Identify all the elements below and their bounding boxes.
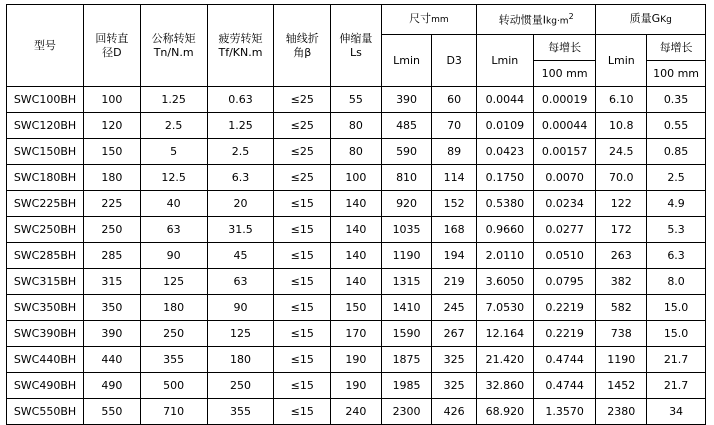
- header-group-mass-unit: Kg: [660, 15, 672, 26]
- cell-extension: 190: [331, 347, 382, 373]
- cell-mass-lmin: 1452: [596, 373, 647, 399]
- header-group-inertia: [476, 5, 596, 35]
- specification-table: [6, 4, 706, 425]
- header-nominal-torque-line2: Tn/N.m: [153, 45, 194, 59]
- cell-nominal-torque: 500: [140, 373, 207, 399]
- cell-extension: 170: [331, 321, 382, 347]
- cell-size-d3: 70: [432, 113, 477, 139]
- cell-angle: ≤15: [274, 399, 331, 425]
- header-fatigue-torque-line1: 疲劳转矩: [218, 31, 263, 45]
- cell-extension: 80: [331, 139, 382, 165]
- cell-size-lmin: 1190: [381, 243, 432, 269]
- cell-mass-lmin: 382: [596, 269, 647, 295]
- cell-mass-increment: 2.5: [647, 165, 706, 191]
- cell-fatigue-torque: 31.5: [207, 217, 274, 243]
- cell-inertia-lmin: 0.5380: [476, 191, 533, 217]
- cell-mass-increment: 0.35: [647, 87, 706, 113]
- cell-size-d3: 89: [432, 139, 477, 165]
- cell-angle: ≤25: [274, 139, 331, 165]
- cell-nominal-torque: 40: [140, 191, 207, 217]
- cell-fatigue-torque: 180: [207, 347, 274, 373]
- cell-fatigue-torque: 2.5: [207, 139, 274, 165]
- cell-inertia-lmin: 68.920: [476, 399, 533, 425]
- cell-size-d3: 325: [432, 373, 477, 399]
- cell-inertia-increment: 0.2219: [533, 321, 596, 347]
- table-row: [7, 243, 706, 269]
- cell-extension: 140: [331, 243, 382, 269]
- cell-size-d3: 194: [432, 243, 477, 269]
- cell-model: SWC490BH: [7, 373, 84, 399]
- cell-model: SWC550BH: [7, 399, 84, 425]
- cell-inertia-increment: 0.0510: [533, 243, 596, 269]
- cell-nominal-torque: 355: [140, 347, 207, 373]
- cell-angle: ≤25: [274, 165, 331, 191]
- table-row: [7, 139, 706, 165]
- cell-inertia-lmin: 12.164: [476, 321, 533, 347]
- table-row: [7, 87, 706, 113]
- cell-size-lmin: 1985: [381, 373, 432, 399]
- cell-nominal-torque: 125: [140, 269, 207, 295]
- cell-inertia-increment: 1.3570: [533, 399, 596, 425]
- cell-inertia-increment: 0.0795: [533, 269, 596, 295]
- cell-model: SWC315BH: [7, 269, 84, 295]
- cell-size-d3: 114: [432, 165, 477, 191]
- cell-size-d3: 219: [432, 269, 477, 295]
- cell-mass-increment: 0.55: [647, 113, 706, 139]
- cell-model: SWC440BH: [7, 347, 84, 373]
- cell-model: SWC250BH: [7, 217, 84, 243]
- table-row: [7, 295, 706, 321]
- cell-inertia-lmin: 0.0109: [476, 113, 533, 139]
- cell-inertia-increment: 0.0234: [533, 191, 596, 217]
- cell-extension: 80: [331, 113, 382, 139]
- cell-angle: ≤15: [274, 191, 331, 217]
- cell-size-lmin: 390: [381, 87, 432, 113]
- cell-inertia-lmin: 3.6050: [476, 269, 533, 295]
- header-inertia-lmin: Lmin: [476, 35, 533, 87]
- cell-mass-lmin: 6.10: [596, 87, 647, 113]
- cell-extension: 100: [331, 165, 382, 191]
- cell-size-lmin: 590: [381, 139, 432, 165]
- header-fatigue-torque-line2: Tf/KN.m: [218, 45, 263, 59]
- cell-fatigue-torque: 20: [207, 191, 274, 217]
- header-group-inertia-unit: kg·m: [546, 16, 569, 27]
- cell-mass-increment: 21.7: [647, 347, 706, 373]
- cell-fatigue-torque: 90: [207, 295, 274, 321]
- cell-size-lmin: 485: [381, 113, 432, 139]
- cell-mass-increment: 15.0: [647, 295, 706, 321]
- cell-model: SWC390BH: [7, 321, 84, 347]
- cell-angle: ≤25: [274, 87, 331, 113]
- cell-fatigue-torque: 1.25: [207, 113, 274, 139]
- header-fatigue-torque: [207, 5, 274, 87]
- table-row: [7, 373, 706, 399]
- cell-extension: 140: [331, 269, 382, 295]
- cell-inertia-increment: 0.00157: [533, 139, 596, 165]
- cell-inertia-increment: 0.2219: [533, 295, 596, 321]
- cell-extension: 190: [331, 373, 382, 399]
- cell-mass-lmin: 10.8: [596, 113, 647, 139]
- header-size-d3: D3: [432, 35, 477, 87]
- cell-model: SWC150BH: [7, 139, 84, 165]
- cell-angle: ≤15: [274, 373, 331, 399]
- cell-size-lmin: 1590: [381, 321, 432, 347]
- cell-size-lmin: 810: [381, 165, 432, 191]
- cell-mass-increment: 15.0: [647, 321, 706, 347]
- cell-diameter: 490: [83, 373, 140, 399]
- cell-extension: 140: [331, 191, 382, 217]
- cell-inertia-increment: 0.00019: [533, 87, 596, 113]
- cell-angle: ≤15: [274, 217, 331, 243]
- cell-nominal-torque: 12.5: [140, 165, 207, 191]
- header-diameter-line2: 径D: [102, 45, 122, 59]
- table-row: [7, 165, 706, 191]
- header-group-inertia-sup: 2: [568, 11, 574, 21]
- cell-inertia-increment: 0.4744: [533, 347, 596, 373]
- table-body: [7, 87, 706, 425]
- table-row: [7, 399, 706, 425]
- cell-mass-lmin: 263: [596, 243, 647, 269]
- cell-inertia-lmin: 0.9660: [476, 217, 533, 243]
- cell-mass-lmin: 24.5: [596, 139, 647, 165]
- cell-inertia-increment: 0.4744: [533, 373, 596, 399]
- header-mass-lmin: Lmin: [596, 35, 647, 87]
- header-mass-increment: 每增长: [647, 35, 706, 61]
- cell-size-d3: 426: [432, 399, 477, 425]
- cell-diameter: 390: [83, 321, 140, 347]
- cell-mass-lmin: 172: [596, 217, 647, 243]
- cell-size-lmin: 1875: [381, 347, 432, 373]
- table-row: [7, 191, 706, 217]
- cell-inertia-lmin: 2.0110: [476, 243, 533, 269]
- cell-diameter: 225: [83, 191, 140, 217]
- cell-size-d3: 168: [432, 217, 477, 243]
- cell-diameter: 120: [83, 113, 140, 139]
- header-extension-line2: Ls: [350, 45, 362, 59]
- cell-extension: 150: [331, 295, 382, 321]
- cell-size-lmin: 2300: [381, 399, 432, 425]
- cell-mass-lmin: 2380: [596, 399, 647, 425]
- cell-mass-increment: 8.0: [647, 269, 706, 295]
- cell-angle: ≤15: [274, 295, 331, 321]
- cell-size-d3: 245: [432, 295, 477, 321]
- header-extension: [331, 5, 382, 87]
- cell-size-lmin: 1035: [381, 217, 432, 243]
- cell-nominal-torque: 2.5: [140, 113, 207, 139]
- header-inertia-increment-unit: 100 mm: [533, 61, 596, 87]
- cell-inertia-increment: 0.0277: [533, 217, 596, 243]
- header-row-1: [7, 5, 706, 35]
- cell-fatigue-torque: 6.3: [207, 165, 274, 191]
- cell-nominal-torque: 250: [140, 321, 207, 347]
- cell-size-d3: 267: [432, 321, 477, 347]
- header-group-size-label: 尺寸: [409, 12, 432, 26]
- cell-nominal-torque: 710: [140, 399, 207, 425]
- cell-mass-lmin: 738: [596, 321, 647, 347]
- cell-mass-lmin: 70.0: [596, 165, 647, 191]
- cell-diameter: 285: [83, 243, 140, 269]
- cell-inertia-lmin: 0.0044: [476, 87, 533, 113]
- cell-fatigue-torque: 63: [207, 269, 274, 295]
- header-inertia-increment: 每增长: [533, 35, 596, 61]
- cell-mass-increment: 0.85: [647, 139, 706, 165]
- cell-extension: 55: [331, 87, 382, 113]
- cell-mass-increment: 5.3: [647, 217, 706, 243]
- cell-fatigue-torque: 0.63: [207, 87, 274, 113]
- cell-diameter: 440: [83, 347, 140, 373]
- cell-diameter: 100: [83, 87, 140, 113]
- table-row: [7, 217, 706, 243]
- cell-size-lmin: 920: [381, 191, 432, 217]
- cell-nominal-torque: 90: [140, 243, 207, 269]
- header-group-size: [381, 5, 476, 35]
- cell-size-d3: 325: [432, 347, 477, 373]
- cell-model: SWC120BH: [7, 113, 84, 139]
- header-size-lmin: Lmin: [381, 35, 432, 87]
- header-angle-line1: 轴线折: [285, 31, 319, 45]
- cell-angle: ≤25: [274, 113, 331, 139]
- cell-model: SWC285BH: [7, 243, 84, 269]
- header-nominal-torque: [140, 5, 207, 87]
- cell-mass-increment: 21.7: [647, 373, 706, 399]
- cell-fatigue-torque: 250: [207, 373, 274, 399]
- cell-inertia-increment: 0.00044: [533, 113, 596, 139]
- cell-model: SWC350BH: [7, 295, 84, 321]
- cell-model: SWC100BH: [7, 87, 84, 113]
- cell-diameter: 180: [83, 165, 140, 191]
- cell-size-lmin: 1410: [381, 295, 432, 321]
- table-row: [7, 269, 706, 295]
- cell-inertia-lmin: 7.0530: [476, 295, 533, 321]
- cell-mass-lmin: 1190: [596, 347, 647, 373]
- cell-size-lmin: 1315: [381, 269, 432, 295]
- cell-model: SWC180BH: [7, 165, 84, 191]
- header-group-inertia-label: 转动惯量I: [498, 13, 547, 27]
- cell-inertia-lmin: 0.0423: [476, 139, 533, 165]
- cell-nominal-torque: 63: [140, 217, 207, 243]
- header-angle: [274, 5, 331, 87]
- cell-angle: ≤15: [274, 347, 331, 373]
- cell-size-d3: 152: [432, 191, 477, 217]
- cell-angle: ≤15: [274, 321, 331, 347]
- header-mass-increment-unit: 100 mm: [647, 61, 706, 87]
- header-group-size-unit: mm: [431, 15, 449, 26]
- table-row: [7, 113, 706, 139]
- header-angle-line2: 角β: [293, 45, 312, 59]
- cell-nominal-torque: 1.25: [140, 87, 207, 113]
- cell-extension: 240: [331, 399, 382, 425]
- cell-diameter: 350: [83, 295, 140, 321]
- header-diameter-line1: 回转直: [95, 31, 129, 45]
- cell-fatigue-torque: 125: [207, 321, 274, 347]
- cell-mass-lmin: 122: [596, 191, 647, 217]
- cell-nominal-torque: 5: [140, 139, 207, 165]
- cell-diameter: 550: [83, 399, 140, 425]
- cell-angle: ≤15: [274, 269, 331, 295]
- header-model: 型号: [7, 5, 84, 87]
- header-nominal-torque-line1: 公称转矩: [151, 31, 196, 45]
- table-header: [7, 5, 706, 87]
- table-row: [7, 321, 706, 347]
- cell-angle: ≤15: [274, 243, 331, 269]
- header-group-mass-label: 质量G: [629, 12, 661, 26]
- cell-mass-increment: 6.3: [647, 243, 706, 269]
- cell-fatigue-torque: 355: [207, 399, 274, 425]
- header-diameter: [83, 5, 140, 87]
- cell-nominal-torque: 180: [140, 295, 207, 321]
- cell-inertia-increment: 0.0070: [533, 165, 596, 191]
- cell-diameter: 250: [83, 217, 140, 243]
- header-group-mass: [596, 5, 706, 35]
- cell-size-d3: 60: [432, 87, 477, 113]
- cell-fatigue-torque: 45: [207, 243, 274, 269]
- cell-diameter: 315: [83, 269, 140, 295]
- cell-inertia-lmin: 21.420: [476, 347, 533, 373]
- cell-diameter: 150: [83, 139, 140, 165]
- cell-inertia-lmin: 0.1750: [476, 165, 533, 191]
- cell-mass-increment: 34: [647, 399, 706, 425]
- table-row: [7, 347, 706, 373]
- cell-inertia-lmin: 32.860: [476, 373, 533, 399]
- cell-mass-increment: 4.9: [647, 191, 706, 217]
- cell-extension: 140: [331, 217, 382, 243]
- cell-mass-lmin: 582: [596, 295, 647, 321]
- cell-model: SWC225BH: [7, 191, 84, 217]
- header-extension-line1: 伸缩量: [339, 31, 373, 45]
